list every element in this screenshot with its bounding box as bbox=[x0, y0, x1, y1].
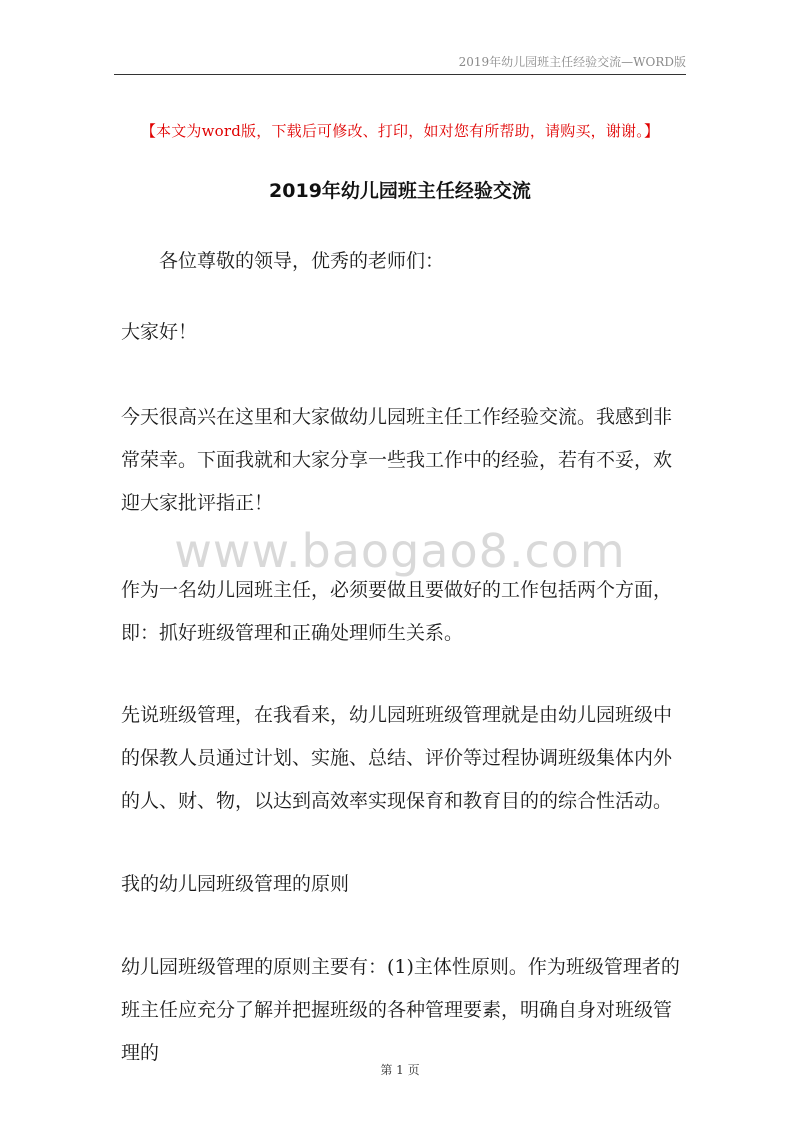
principles-paragraph: 幼儿园班级管理的原则主要有：(1)主体性原则。作为班级管理者的班主任应充分了解并把握班级的各种管理要素，明确自身对班级管理的 bbox=[121, 956, 680, 1064]
download-notice: 【本文为word版，下载后可修改、打印，如对您有所帮助，请购买，谢谢。】 bbox=[140, 122, 660, 140]
running-header: 2019年幼儿园班主任经验交流—WORD版 bbox=[458, 55, 686, 69]
header-divider bbox=[114, 74, 686, 75]
intro-paragraph: 今天很高兴在这里和大家做幼儿园班主任工作经验交流。我感到非常荣幸。下面我就和大家分享一些我工作中的经验，若有不妥，欢迎大家批评指正！ bbox=[121, 406, 673, 514]
document-title: 2019年幼儿园班主任经验交流 bbox=[269, 180, 531, 202]
salutation-paragraph: 各位尊敬的领导，优秀的老师们： bbox=[159, 250, 445, 272]
principles-heading: 我的幼儿园班级管理的原则 bbox=[121, 873, 350, 895]
greeting-paragraph: 大家好！ bbox=[121, 321, 198, 343]
page-number: 第 1 页 bbox=[380, 1063, 420, 1077]
class-management-paragraph: 先说班级管理，在我看来，幼儿园班班级管理就是由幼儿园班级中的保教人员通过计划、实施、总结、评价等过程协调班级集体内外的人、财、物，以达到高效率实现保育和教育目的的综合性活动。 bbox=[121, 704, 673, 812]
role-paragraph: 作为一名幼儿园班主任，必须要做且要做好的工作包括两个方面，即：抓好班级管理和正确处理师生关系。 bbox=[121, 579, 673, 644]
watermark: www.baogao8.com bbox=[174, 524, 626, 578]
